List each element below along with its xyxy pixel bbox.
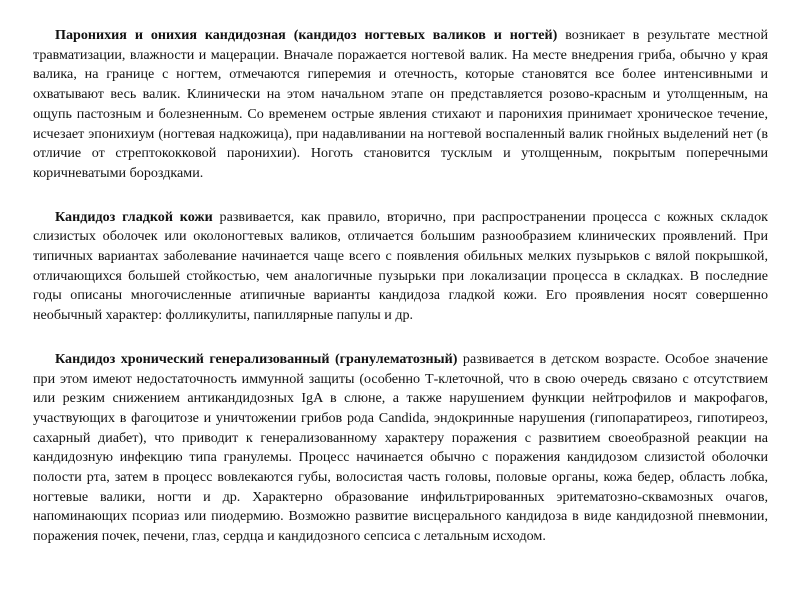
paragraph-body: развивается в детском возрасте. Особое значение при этом имеют недостаточность иммунной защиты (особенно Т-клеточной, что в свою очередь связано с отсутствием или резким снижением антикандидозных IgA в слюне, а также нарушением функции нейтрофилов и макрофагов, участвующих в фагоцитозе и уничтожении грибов рода Candida, эндокринные нарушения (гипопаратиреоз, гипотиреоз, сахарный диабет), что приводит к генерализованному характеру поражения с развитием своеобразной реакции на кандидозную инфекцию типа гранулемы. Процесс начинается обычно с поражения кандидозом слизистой оболочки полости рта, затем в процесс вовлекаются губы, волосистая часть головы, половые органы, кожа бедер, область лобка, ногтевые валики, ногти и др. Характерно образование инфильтрированных эритематозно-сквамозных очагов, напоминающих псориаз или пиодермию. Возможно развитие висцерального кандидоза в виде кандидозной пневмонии, поражения почек, печени, глаз, сердца и кандидозного сепсиса с летальным исходом. (33, 350, 768, 545)
paragraph-term: Кандидоз хронический генерализованный (гранулематозный) (55, 350, 458, 367)
paragraph-body: возникает в результате местной травматизации, влажности и мацерации. Вначале поражается ногтевой валик. На месте внедрения гриба, обычно у края валика, на границе с ногтем, отмечаются гиперемия и отечность, которые становятся все более интенсивными и охватывают весь валик. Клинически на этом начальном этапе он представляется розово-красным и утолщенным, на ощупь пастозным и болезненным. Со временем острые явления стихают и паронихия принимает хроническое течение, исчезает эпонихиум (ногтевая надкожица), при надавливании на ногтевой воспаленный валик гнойных выделений нет (в отличие от стрептококковой паронихии). Ноготь становится тусклым и утолщенным, покрытым поперечными коричневатыми бороздками. (33, 27, 768, 181)
document-page (33, 26, 768, 547)
paragraph-term: Паронихия и онихия кандидозная (кандидоз ногтевых валиков и ногтей) (55, 27, 558, 43)
paragraph-body: развивается, как правило, вторично, при распространении процесса с кожных складок слизистых оболочек или околоногтевых валиков, отличается большим разнообразием клинических проявлений. При типичных вариантах заболевание начинается чаще всего с появления обильных мелких пузырьков с вялой покрышкой, отличающихся большей стойкостью, чем аналогичные пузырьки при локализации процесса в складках. В последние годы описаны многочисленные атипичные варианты кандидоза гладкой кожи. Его проявления носят совершенно необычный характер: фолликулиты, папиллярные папулы и др. (33, 208, 768, 324)
paragraph-chronic-generalized-candidiasis (33, 350, 768, 547)
paragraph-paronychia (33, 26, 768, 184)
paragraph-term: Кандидоз гладкой кожи (55, 208, 213, 225)
paragraph-smooth-skin-candidiasis (33, 208, 768, 326)
